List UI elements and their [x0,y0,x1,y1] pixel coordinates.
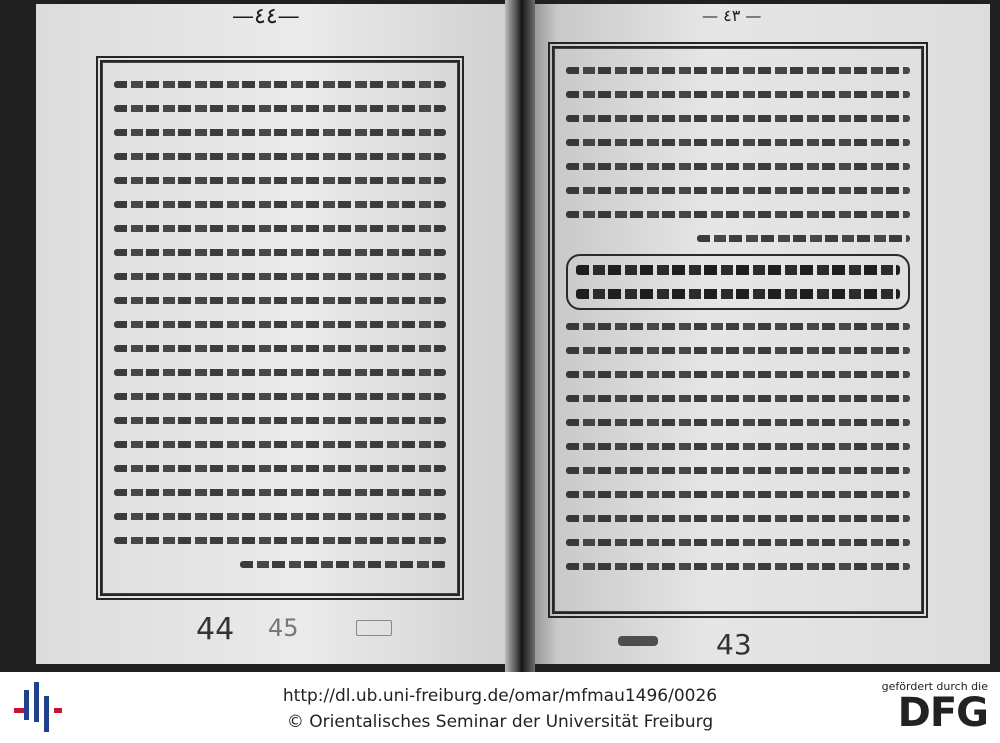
left-folio-number: —٤٤— [232,4,300,29]
right-handwriting [566,58,910,578]
catchword [618,636,658,646]
left-bottom-pencil-folio: 45 [268,614,299,642]
dfg-logo: DFG [897,690,988,736]
book-gutter [505,0,535,672]
left-handwriting [114,72,446,576]
right-folio-number: — ٤٣ — [702,6,762,25]
left-bottom-folio: 44 [196,612,235,647]
right-text-frame [548,42,928,618]
right-bottom-folio: 43 [716,628,752,661]
footer [0,672,1000,743]
library-stamp [356,620,392,636]
verse-box [566,254,910,310]
permalink-url[interactable]: http://dl.ub.uni-freiburg.de/omar/mfmau1496/0026 [282,686,718,706]
sponsor-block [868,680,988,736]
left-text-frame [96,56,464,600]
sponsor-caption: gefördert durch die [881,680,988,693]
copyright-notice: © Orientalisches Seminar der Universität Freiburg [286,712,714,732]
